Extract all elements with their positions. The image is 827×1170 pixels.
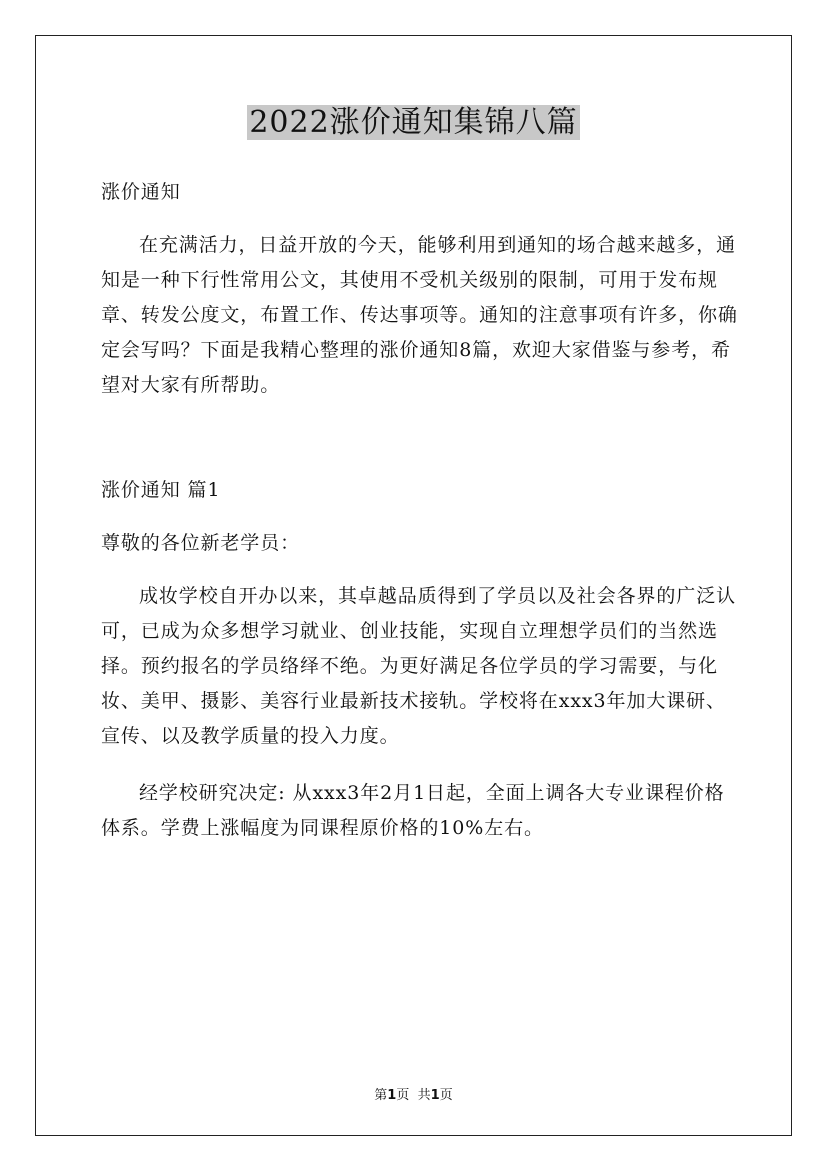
document-title bbox=[0, 103, 827, 143]
total-prefix: 共 bbox=[417, 1088, 431, 1103]
document-body bbox=[101, 175, 741, 846]
page-total: 1 bbox=[430, 1088, 440, 1103]
document-title-text: 2022涨价通知集锦八篇 bbox=[249, 105, 578, 140]
salutation: 尊敬的各位新老学员： bbox=[101, 532, 301, 554]
page-unit: 页 bbox=[396, 1088, 410, 1103]
page-current: 1 bbox=[387, 1088, 397, 1103]
intro-heading: 涨价通知 bbox=[101, 181, 181, 203]
article-1-paragraph-2: 经学校研究决定: 从xxx3年2月1日起，全面上调各大专业课程价格体系。学费上涨幅度为同课程原价格的10%左右。 bbox=[101, 782, 725, 839]
intro-paragraph: 在充满活力，日益开放的今天，能够利用到通知的场合越来越多，通知是一种下行性常用公文，其使用不受机关级别的限制，可用于发布规章、转发公度文，布置工作、传达事项等。通知的注意事项有许多，你确定会写吗？下面是我精心整理的涨价通知8篇，欢迎大家借鉴与参考，希望对大家有所帮助。 bbox=[101, 234, 738, 396]
article-1-heading: 涨价通知 篇1 bbox=[101, 479, 221, 501]
page-prefix: 第 bbox=[374, 1088, 388, 1103]
total-unit: 页 bbox=[439, 1088, 453, 1103]
page-footer bbox=[0, 1084, 827, 1103]
article-1-paragraph-1: 成妆学校自开办以来，其卓越品质得到了学员以及社会各界的广泛认可，已成为众多想学习就业、创业技能，实现自立理想学员们的当然选择。预约报名的学员络绎不绝。为更好满足各位学员的学习需要，与化妆、美甲、摄影、美容行业最新技术接轨。学校将在xxx3年加大课研、宣传、以及教学质量的投入力度。 bbox=[101, 585, 737, 747]
